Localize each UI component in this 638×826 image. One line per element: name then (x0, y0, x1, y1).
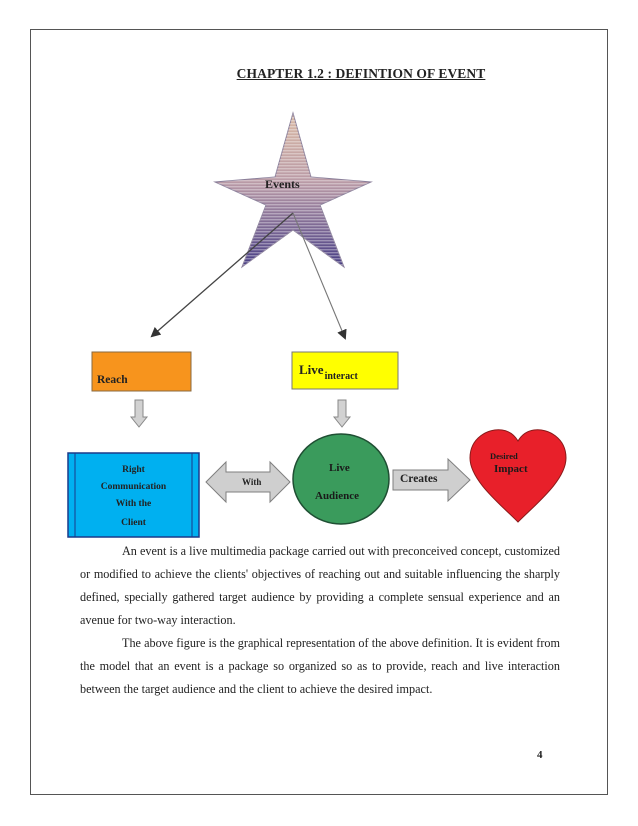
down-arrow-live (334, 400, 350, 427)
events-label: Events (265, 177, 300, 191)
with-label: With (242, 477, 262, 487)
client-label (75, 462, 192, 532)
live-audience-circle (293, 434, 389, 524)
live-big-text: Live (299, 362, 324, 377)
down-arrow-reach (131, 400, 147, 427)
live-label (299, 361, 358, 382)
page-number: 4 (537, 749, 543, 761)
client-line-1: Right (122, 465, 145, 475)
client-line-3: With the (115, 499, 152, 509)
arrow-to-reach (152, 213, 293, 336)
impact-label: Impact (494, 463, 528, 475)
audience-line-1: Live (329, 462, 350, 474)
live-small-text: interact (324, 371, 358, 382)
creates-label: Creates (400, 473, 438, 485)
paragraph-2: The above figure is the graphical representation of the above definition. It is evident from the model that an event is a package so organized so as to provide, reach and live interaction between the target audience and the client to achieve the desired impact. (80, 636, 560, 696)
page-title: CHAPTER 1.2 : DEFINTION OF EVENT (236, 66, 486, 81)
client-line-2: Communication (100, 482, 167, 492)
reach-label: Reach (97, 374, 128, 386)
desired-label: Desired (490, 451, 518, 461)
client-line-4: Client (121, 518, 146, 528)
body-text (80, 540, 560, 701)
audience-line-2: Audience (315, 490, 359, 502)
desired-impact-heart (470, 430, 566, 522)
paragraph-1: An event is a live multimedia package carried out with preconceived concept, customized or modified to achieve the clients' objectives of reaching out and suitable influencing the sharply defined, specially gathered target audience by providing a complete sensual experience and an avenue for two-way interaction. (80, 544, 560, 627)
